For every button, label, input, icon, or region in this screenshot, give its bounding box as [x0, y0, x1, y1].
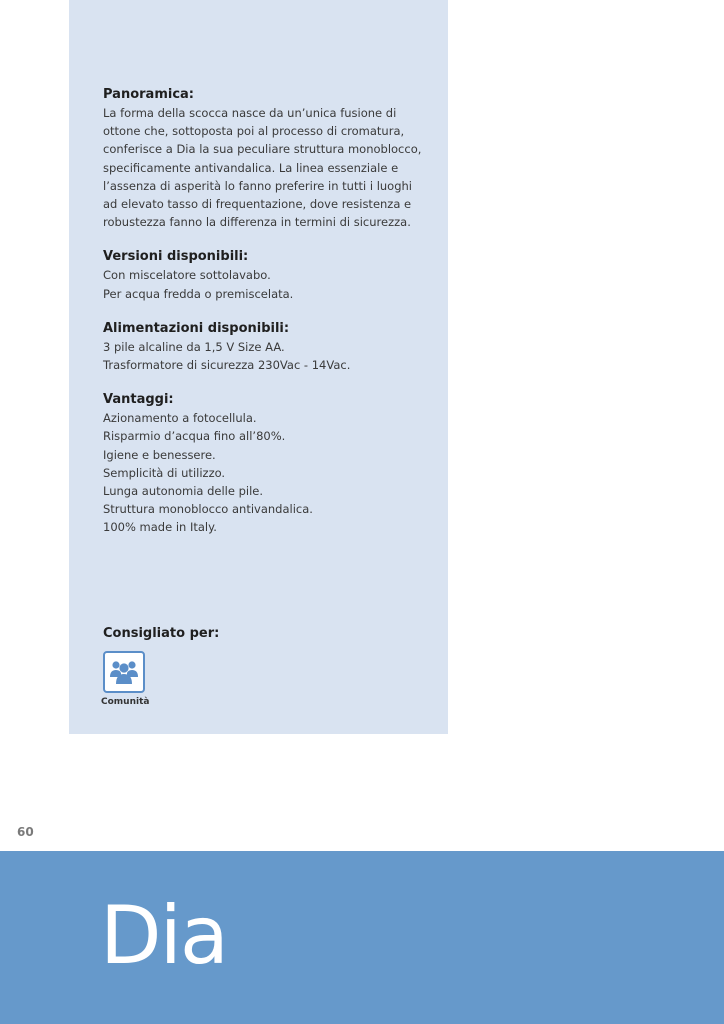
alimentazioni-heading: Alimentazioni disponibili: — [103, 320, 290, 336]
section-versioni — [103, 248, 423, 302]
vantaggi-line: Azionamento a fotocellula. — [103, 411, 257, 426]
community-label: Comunità — [101, 697, 150, 707]
panoramica-line: robustezza fanno la differenza in termini di sicurezza. — [103, 215, 411, 230]
recommended-for — [103, 625, 219, 707]
panoramica-line: ottone che, sottoposta poi al processo di cromatura, — [103, 124, 405, 139]
alimentazioni-line: Trasformatore di sicurezza 230Vac - 14Vac. — [103, 358, 351, 373]
community-group-icon — [108, 659, 140, 685]
panoramica-line: La forma della scocca nasce da un’unica fusione di — [103, 106, 397, 120]
panoramica-line: conferisce a Dia la sua peculiare struttura monoblocco, — [103, 142, 422, 157]
vantaggi-heading: Vantaggi: — [103, 392, 174, 408]
vantaggi-line: 100% made in Italy. — [103, 520, 217, 535]
section-panoramica — [103, 86, 423, 231]
versioni-line: Con miscelatore sottolavabo. — [103, 268, 271, 283]
panoramica-heading: Panoramica: — [103, 87, 194, 102]
community-icon-box — [103, 651, 145, 693]
panoramica-line: ad elevato tasso di frequentazione, dove resistenza e — [103, 197, 412, 212]
product-title: Dia — [100, 889, 227, 982]
product-description — [103, 86, 423, 554]
vantaggi-line: Igiene e benessere. — [103, 447, 216, 462]
consigliato-heading: Consigliato per: — [103, 626, 220, 641]
versioni-heading: Versioni disponibili: — [103, 249, 249, 265]
vantaggi-line: Semplicità di utilizzo. — [103, 465, 226, 480]
section-alimentazioni — [103, 320, 423, 374]
vantaggi-line: Risparmio d’acqua fino all’80%. — [103, 429, 286, 444]
alimentazioni-line: 3 pile alcaline da 1,5 V Size AA. — [103, 339, 285, 354]
panoramica-line: l’assenza di asperità lo fanno preferire in tutti i luoghi — [103, 178, 412, 193]
panoramica-line: specificamente antivandalica. La linea essenziale e — [103, 160, 399, 175]
vantaggi-line: Lunga autonomia delle pile. — [103, 484, 264, 499]
section-vantaggi — [103, 391, 423, 536]
page-number: 60 — [17, 825, 34, 839]
vantaggi-line: Struttura monoblocco antivandalica. — [103, 502, 313, 517]
versioni-line: Per acqua fredda o premiscelata. — [103, 286, 294, 301]
